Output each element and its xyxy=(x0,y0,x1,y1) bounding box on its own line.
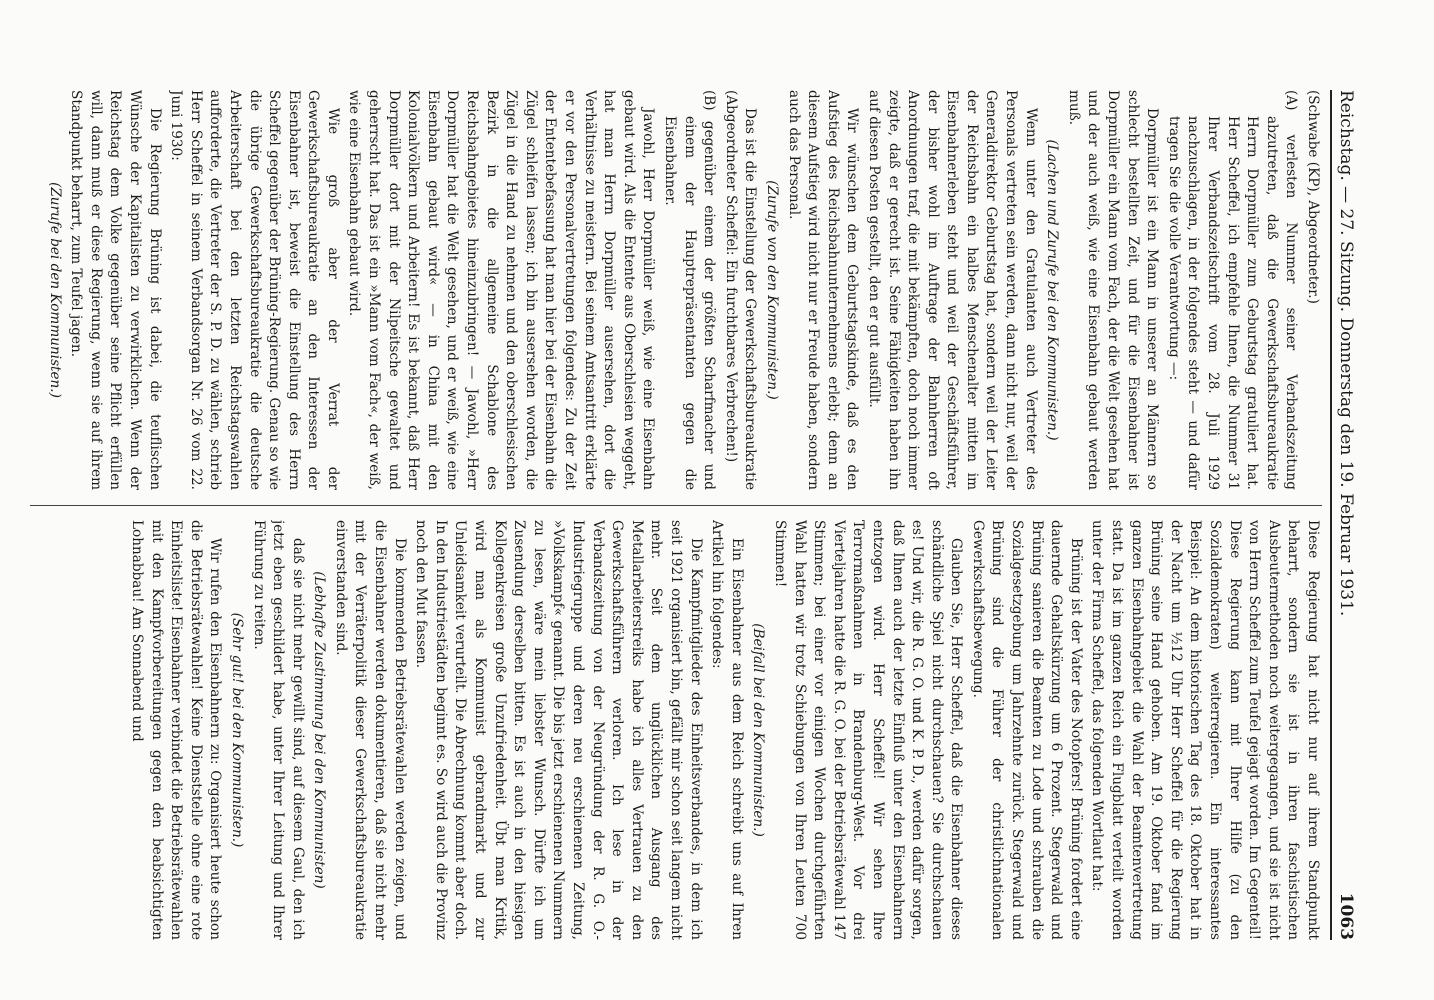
page-header xyxy=(1336,90,1364,940)
column-divider xyxy=(30,505,1322,506)
paragraph: Dorpmüller ist ein Mann in unserer an Männern so schlecht bestellten Zeit, und für die Eisenbahner ist Dorpmüller ein Mann vom Fach, der die Welt gesehen hat und der auch weiß, wie eine Eisenbahn gebaut werden muß. xyxy=(1065,90,1161,490)
paragraph: Die Kampfmitglieder des Einheitsverbandes, in dem ich seit 1921 organisiert bin, gefällt mir schon seit langem nicht mehr. Seit dem unglücklichen Ausgang des Metallarbeiterstreiks habe ich alles Vertrauen zu den Gewerkschaftsführern verloren. Ich lese in der Verbandszeitung von der Neugründung der R. G. O.-Industriegruppe und deren neu erschienenen Zeitung, »Volkskampf« genannt. Die bis jetzt erschienenen Nummern zu lesen, wäre mein liebster Wunsch. Dürfte ich um Zusendung derselben bitten. Es ist auch in den hiesigen Kollegenkreisen große Unzufriedenheit. Übt man Kritik, wird man als Kommunist gebrandmarkt und zur Unleidsamkeit verurteilt. Die Abrechnung kommt aber doch. In den Industriestädten beginnt es. So wird auch die Provinz noch den Mut fassen. xyxy=(413,520,704,940)
paragraph: Wir wünschen dem Geburtstagskinde, daß es den Aufstieg des Reichsbahnunternehmens erlebt; denn an diesem Aufstieg wird nicht nur er Freude haben, sondern auch das Personal. xyxy=(785,90,861,490)
paragraph: Brüning ist der Vater des Notopfers! Brüning fordert eine dauernde Gehaltskürzung um 6 Prozent. Stegerwald und Brüning sanieren die Beamten zu Lode und schrauben die Sozialgesetzgebung um Jahrzehnte zurück. Stegerwald und Brüning sind die Führer der christlichnationalen Gewerkschaftsbewegung. xyxy=(969,520,1084,940)
paragraph: (Schwabe (KP), Abgeordneter.) xyxy=(1305,90,1321,304)
paragraph: Wir rufen den Eisenbahnern zu: Organisiert heute schon die Betriebsrätewahlen! Keine Dienststelle ohne eine rote Einheitsliste! Eisenbahner verbindet die Betriebsrätewahlen mit den Kampfvorbereitungen gegen den beabsichtigten Lohnabbau! Am Sonnabend und xyxy=(128,520,224,940)
header-title: Reichstag. — 27. Sitzung. Donnerstag den 19. Februar 1931. xyxy=(1336,90,1356,617)
paragraph: Diese Regierung hat nicht nur auf ihrem Standpunkt beharrt, sondern sie ist in ihren faschistischen Ausbeutermethoden noch weitergegangen, und sie ist nicht von Herrn Scheffel zum Teufel gejagt worden. Im Gegenteil! Diese Regierung kann mit Ihrer Hilfe (zu den Sozialdemokraten) weiterregieren. Ein interessantes Beispiel: An dem historischen Tag des 18. Oktober hat in der Nacht um ½12 Uhr Herr Scheffel für die Regierung Brüning seine Hand gehoben. Am 19. Oktober fand im ganzen Eisenbahngebiet die Wahl der Beamtenvertretung statt. Da ist im ganzen Reich ein Flugblatt verteilt worden unter der Firma Scheffel, das folgenden Wortlaut hat: xyxy=(1089,520,1321,940)
paragraph: (A) verlesten Nummer seiner Verbandszeitung abzutreten, daß die Gewerkschaftsbureaukratie Herrn Dorpmüller zum Geburtstag gratuliert hat. Herr Scheffel, ich empfehle Ihnen, die Nummer 31 Ihrer Verbandszeitschrift vom 28. Juli 1929 nachzuschlagen, in der folgendes steht — und dafür tragen Sie die volle Verantwortung —: xyxy=(1165,90,1300,490)
paragraph: Die kommenden Betriebsrätewahlen werden zeigen, und die Eisenbahner werden dokumentieren, daß sie nicht mehr mit der Verräterpolitik dieser Gewerkschaftsbureaukratie einverstanden sind. xyxy=(332,520,408,940)
page-number: 1063 xyxy=(1336,892,1356,940)
paragraph: (B) gegenüber einem der größten Scharfmacher und einem der Hauptrepräsentanten gegen die Eisenbahner. xyxy=(662,90,718,490)
interjection: (Lebhafte Zustimmung bei den Kommunisten) xyxy=(311,571,328,889)
interjection: (Zurufe von den Kommunisten.) xyxy=(763,180,780,400)
paragraph: Wenn unter den Gratulanten auch Vertreter des Personals vertreten sein werden, dann nicht nur, weil der Generaldirektor Geburtstag hat, sondern weil der Leiter der Reichsbahn ein halbes Menschenalter mitten im Eisenbahnerleben steht und weil der Geschäftsführer, der bisher wohl im Auftrage der Bahnherren oft Anordnungen traf, die mit bekämpften, doch noch immer zeigte, daß er gerecht ist. Seine Fähigkeiten haben ihn auf diesen Posten gestellt, den er gut ausfüllt. xyxy=(865,90,1039,490)
interjection: (Beifall bei den Kommunisten.) xyxy=(750,623,767,837)
paragraph: Das ist die Einstellung der Gewerkschaftsbureaukratie (Abgeordneter Scheffel: Ein furchtbares Verbrechen!) xyxy=(722,90,759,490)
right-column xyxy=(30,520,1322,940)
paragraph: Wie groß aber der Verrat der Gewerkschaftsbureaukratie an den Interessen der Eisenbahner ist, beweist die Einstellung des Herrn Scheffel gegenüber der Brüning-Regierung. Genau so wie die übrige Gewerkschaftsbureaukratie die deutsche Arbeiterschaft bei den letzten Reichstagswahlen aufforderte, die Vertreter der S. P. D. zu wählen, schrieb Herr Scheffel in seinem Verbandsorgan Nr. 26 vom 22. Juni 1930: xyxy=(168,90,341,490)
paragraph: Ein Eisenbahner aus dem Reich schreibt uns auf Ihren Artikel hin folgendes: xyxy=(709,520,745,940)
paragraph: Die Regierung Brüning ist dabei, die teuflischen Wünsche der Kapitalisten zu verwirklichen. Wenn der Reichstag dem Volke gegenüber seine Pflicht erfüllen will, dann muß er diese Regierung, wenn sie auf ihrem Standpunkt beharrt, zum Teufel jagen. xyxy=(68,90,163,490)
left-column xyxy=(30,90,1322,490)
paragraph: daß sie nicht mehr gewillt sind, auf diesem Gaul, den ich jetzt eben geschildert habe, unter Ihrer Leitung und Ihrer Führung zu reiten. xyxy=(250,520,306,940)
interjection: (Zurufe bei den Kommunisten.) xyxy=(46,182,63,398)
header-rule xyxy=(1330,90,1332,940)
paragraph: Glauben Sie, Herr Scheffel, daß die Eisenbahner dieses schändliche Spiel nicht durchschauen? Sie durchschauen es! Und wir, die R. G. O. und K. P. D., werden dafür sorgen, daß Ihnen auch der letzte Einfluß unter den Eisenbahnern entzogen wird. Herr Scheffel! Wir sehen Ihre Terrormaßnahmen in Brandenburg-West. Vor drei Vierteljahren hatte die R. G. O. bei der Betriebsrätewahl 147 Stimmen; bei einer vor einigen Wochen durchgeführten Wahl hatten wir trotz Schiebungen von Ihren Leuten 700 Stimmen! xyxy=(771,520,965,940)
interjection: (Sehr gut! bei den Kommunisten.) xyxy=(228,612,245,848)
interjection: (Lachen und Zurufe bei den Kommunisten.) xyxy=(1044,139,1061,441)
paragraph: Jawohl, Herr Dorpmüller weiß, wie eine Eisenbahn gebaut wird. Als die Entente aus Oberschlesien weggeht, hat man Herrn Dorpmüller ausersehen, dort die Verhältnisse zu meistern. Bei seinem Amtsantritt erklärte er vor den Personalvertretungen folgendes: Zu der Zeit der Ententebefassung hat man hier bei der Eisenbahn die Zügel schleifen lassen; ich bin ausersehen worden, die Zügel in die Hand zu nehmen und den oberschlesischen Bezirk in die allgemeine Schablone des Reichsbahngebietes hineinzubringen! — Jawohl, »Herr Dorpmüller hat die Welt gesehen, und er weiß, wie eine Eisenbahn gebaut wird« — in China mit den Kolonialvölkern und Arbeitern! Es ist bekannt, daß Herr Dorpmüller dort mit der Nilpeitsche gewaltet und geherrscht hat. Das ist ein »Mann vom Fach«, der weiß, wie eine Eisenbahn gebaut wird. xyxy=(346,90,657,490)
